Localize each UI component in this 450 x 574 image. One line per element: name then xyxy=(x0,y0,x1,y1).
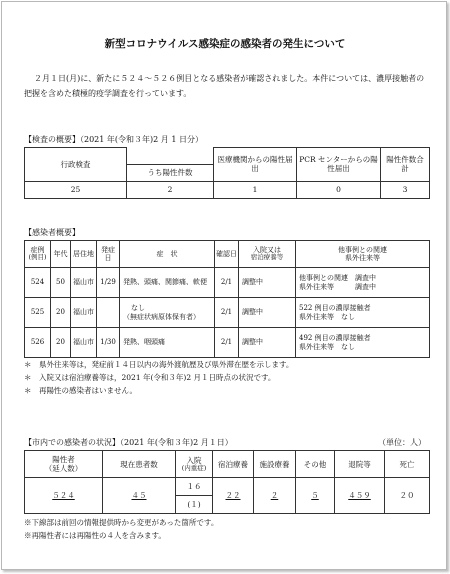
case-age: 20 xyxy=(51,298,71,328)
footnote-item: ※下線部は前回の情報提供時から変更があった箇所です。 xyxy=(24,518,219,527)
cases-header-age: 年代 xyxy=(51,241,71,268)
inspection-heading-label: 【検査の概要】 xyxy=(24,135,80,144)
city-header-hosp xyxy=(176,451,213,478)
city-header-current: 現在患者数 xyxy=(103,451,176,478)
cases-header-onset: 発症日 xyxy=(97,241,120,268)
city-header-deaths: 死亡 xyxy=(385,451,430,478)
cases-header-symptoms: 症 状 xyxy=(120,241,215,268)
page-title: 新型コロナウイルス感染症の感染者の発生について xyxy=(104,38,346,50)
case-relation-1: 492 例目の濃厚接触者 xyxy=(299,334,371,343)
inspection-heading xyxy=(24,135,203,145)
case-id: 525 xyxy=(25,298,51,328)
city-unit: （単位：人） xyxy=(378,438,426,447)
inspection-value-pcr: 0 xyxy=(297,181,381,198)
inspection-value-admin-positive: 2 xyxy=(127,181,214,198)
city-value-deaths: ２０ xyxy=(385,478,430,514)
case-age: 50 xyxy=(51,268,71,298)
table-row xyxy=(25,268,430,298)
cases-heading: 【感染者概要】 xyxy=(24,228,80,237)
case-age: 20 xyxy=(51,328,71,358)
case-onset: 1/30 xyxy=(97,328,120,358)
case-confirmed: 2/1 xyxy=(215,268,239,298)
case-status: 調整中 xyxy=(239,268,296,298)
inspection-value-medical: 1 xyxy=(214,181,297,198)
case-city: 福山市 xyxy=(71,328,97,358)
city-value-current-text: ４５ xyxy=(131,491,147,500)
footnote-item: ※再陽性者には再陽性の４人を含みます。 xyxy=(24,531,166,540)
footnotes xyxy=(24,516,218,542)
city-value-hosp-severe: (１) xyxy=(176,496,213,514)
city-value-other-text: ５ xyxy=(311,491,319,500)
cases-header-confirmed: 確認日 xyxy=(215,241,239,268)
table-row xyxy=(25,298,430,328)
case-id: 524 xyxy=(25,268,51,298)
city-date: （2021 年(令和３年)2 月１日） xyxy=(120,438,233,447)
inspection-header-pcr: PCR センターからの陽性届出 xyxy=(297,148,381,182)
inspection-value-total: 3 xyxy=(381,181,430,198)
case-confirmed: 2/1 xyxy=(215,328,239,358)
case-onset: 1/29 xyxy=(97,268,120,298)
case-relation-1: 他事例との関連 調査中 xyxy=(299,274,376,283)
case-relation-2: 県外往来等 調査中 xyxy=(299,282,376,291)
city-value-other xyxy=(296,478,335,514)
city-value-hotel xyxy=(213,478,254,514)
case-relation xyxy=(296,328,430,358)
inspection-date: （2021 年(令和３年)2 月 1 日分） xyxy=(80,135,203,144)
cases-header-case xyxy=(25,241,51,268)
inspection-value-admin: 25 xyxy=(25,181,127,198)
inspection-header-total: 陽性件数合 計 xyxy=(381,148,430,182)
city-table xyxy=(24,450,430,514)
city-header-other: その他 xyxy=(296,451,335,478)
case-onset xyxy=(97,298,120,328)
city-header-hosp-2: (内重症) xyxy=(181,463,207,472)
case-id: 526 xyxy=(25,328,51,358)
intro-paragraph: ２月１日(月)に、新たに５２４～５２６例目となる感染者が確認されました。本件については、濃厚接触者の把握を含めた積極的疫学調査を行っています。 xyxy=(24,74,425,98)
case-relation-1: 522 例目の濃厚接触者 xyxy=(299,304,371,313)
city-header-positive xyxy=(25,451,103,478)
inspection-table xyxy=(24,147,430,199)
inspection-header-blank xyxy=(127,148,214,165)
city-value-positive-text: ５２４ xyxy=(52,491,75,500)
case-symptoms: 発熱、頭痛、関節痛、軟便 xyxy=(120,268,215,298)
city-header-discharged: 退院等 xyxy=(335,451,385,478)
cases-header-case-sub: (例目) xyxy=(28,253,47,262)
city-heading xyxy=(24,438,233,448)
document-page xyxy=(1,1,447,570)
case-city: 福山市 xyxy=(71,298,97,328)
cases-header-case-label: 症例 xyxy=(30,245,45,254)
note-item: ＊ 入院又は宿泊療養等は，2021 年(令和３年)2 月１日時点の状況です。 xyxy=(24,373,276,382)
case-symptoms xyxy=(120,298,215,328)
case-relation xyxy=(296,268,430,298)
city-header-positive-2: （延人数） xyxy=(44,464,83,473)
cases-header-hosp-2: 宿泊療養等 xyxy=(250,253,284,262)
cases-table xyxy=(24,240,430,358)
city-header-facility: 施設療養 xyxy=(254,451,296,478)
city-value-positive xyxy=(25,478,103,514)
case-relation-2: 県外往来等 なし xyxy=(299,312,355,321)
inspection-header-admin-positive: うち陽性件数 xyxy=(127,164,214,181)
case-city: 福山市 xyxy=(71,268,97,298)
note-item: ＊ 県外往来等は，発症前１４日以内の海外渡航歴及び県外滞在歴を示します。 xyxy=(24,360,294,369)
notes xyxy=(24,358,293,397)
cases-header-hosp-1: 入院又は xyxy=(253,245,281,254)
case-symptoms: 発熱、咽頭痛 xyxy=(120,328,215,358)
city-value-discharged xyxy=(335,478,385,514)
city-value-current xyxy=(103,478,176,514)
cases-header-hosp xyxy=(239,241,296,268)
inspection-header-admin: 行政検査 xyxy=(25,148,127,182)
cases-header-rel-2: 県外往来等 xyxy=(345,254,380,262)
cases-header-city: 居住地 xyxy=(71,241,97,268)
case-symptoms-2: （無症状病原体保有者） xyxy=(123,312,200,321)
table-row xyxy=(25,328,430,358)
case-relation xyxy=(296,298,430,328)
note-item: ＊ 再陽性の感染者はいません。 xyxy=(24,386,137,395)
inspection-header-medical: 医療機関からの陽性届出 xyxy=(214,148,297,182)
cases-header-rel xyxy=(296,241,430,268)
case-confirmed: 2/1 xyxy=(215,298,239,328)
city-header-positive-1: 陽性者 xyxy=(52,455,75,464)
city-header-hotel: 宿泊療養 xyxy=(213,451,254,478)
case-symptoms-1: なし xyxy=(131,304,145,313)
cases-header-rel-1: 他事例との関連 xyxy=(338,245,387,254)
city-header-hosp-1: 入院 xyxy=(186,455,202,465)
case-status: 調整中 xyxy=(239,328,296,358)
city-heading-label: 【市内での感染者の状況】 xyxy=(24,438,120,447)
city-value-hosp: １６ xyxy=(176,478,213,496)
case-relation-2: 県外往来等 なし xyxy=(299,342,355,351)
city-value-discharged-text: ４５９ xyxy=(348,491,371,500)
city-value-facility xyxy=(254,478,296,514)
city-value-facility-text: ２ xyxy=(270,491,279,500)
city-value-hotel-text: ２２ xyxy=(225,491,241,500)
case-status: 調整中 xyxy=(239,298,296,328)
